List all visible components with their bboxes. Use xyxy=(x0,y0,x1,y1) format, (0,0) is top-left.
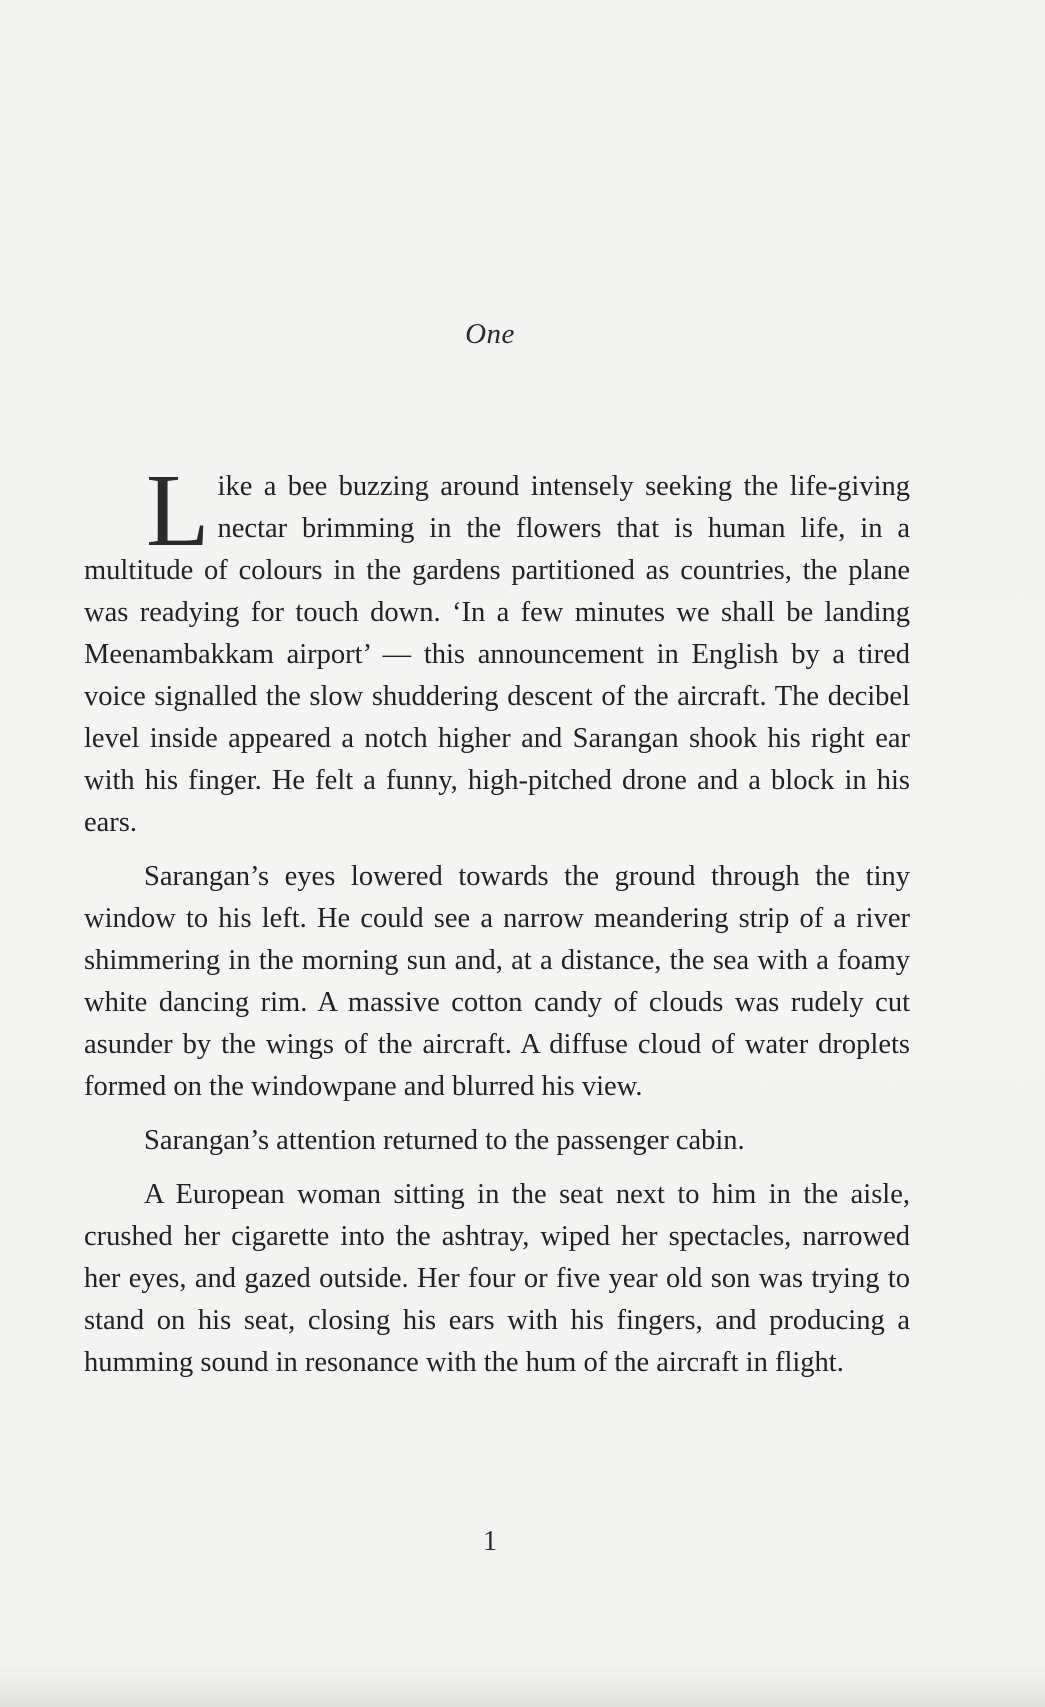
drop-cap: L xyxy=(146,453,210,568)
page-number: 1 xyxy=(483,1526,497,1557)
paragraph-2: Sarangan’s eyes lowered towards the ground through the tiny window to his left. He could see a narrow meandering strip of a river shimmering in the morning sun and, at a distance, the sea with a foamy white dancing rim. A massive cotton candy of clouds was rudely cut asunder by the wings of the aircraft. A diffuse cloud of water droplets formed on the windowpane and blurred his view. xyxy=(84,861,910,1102)
page-edge-shadow xyxy=(0,1667,1045,1707)
paragraph-3: Sarangan’s attention returned to the passenger cabin. xyxy=(144,1125,745,1156)
body-text xyxy=(84,453,910,1384)
paragraph-1 xyxy=(84,453,910,844)
paragraph-1-text: ike a bee buzzing around intensely seeking the life-giving nectar brimming in the flowers that is human life, in a multitude of colours in the gardens partitioned as countries, the plane was readying for touch down. ‘In a few minutes we shall be landing Meenambakkam airport’ — this announcement in English by a tired voice signalled the slow shuddering descent of the aircraft. The decibel level inside appeared a notch higher and Sarangan shook his right ear with his finger. He felt a funny, high-pitched drone and a block in his ears. xyxy=(84,471,910,838)
chapter-title: One xyxy=(465,318,515,350)
paragraph-4: A European woman sitting in the seat next to him in the aisle, crushed her cigarette into the ashtray, wiped her spectacles, narrowed her eyes, and gazed outside. Her four or five year old son was trying to stand on his seat, closing his ears with his fingers, and producing a humming sound in resonance with the hum of the aircraft in flight. xyxy=(84,1179,910,1378)
